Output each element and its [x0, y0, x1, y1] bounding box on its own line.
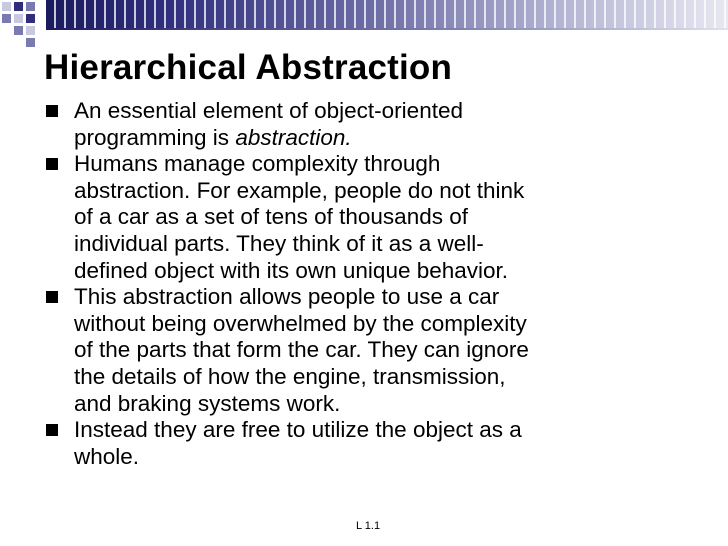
slide-title: Hierarchical Abstraction [44, 48, 453, 87]
decorative-square [14, 14, 23, 23]
decorative-square [26, 38, 35, 47]
bullet-text: whole. [74, 443, 140, 469]
bullet-text: abstraction. For example, people do not think [74, 177, 525, 203]
bullet-line [74, 391, 686, 418]
square-bullet-icon [46, 105, 58, 117]
decorative-square [2, 2, 11, 11]
bullet-text: defined object with its own unique behavior. [74, 257, 509, 283]
decorative-square [26, 14, 35, 23]
bullet-line [74, 311, 686, 338]
bullet-line [74, 231, 686, 258]
bullet-line [74, 204, 686, 231]
bullet-line [74, 258, 686, 285]
top-decorative-band [46, 0, 728, 28]
bullet-line [74, 284, 686, 311]
bullet-emphasis: abstraction. [235, 124, 352, 150]
bullet-text: An essential element of object-oriented [74, 98, 463, 123]
bullet-item [46, 284, 686, 417]
bullet-list [46, 98, 686, 470]
decorative-square [26, 2, 35, 11]
square-bullet-icon [46, 424, 58, 436]
bullet-line [74, 444, 686, 471]
square-bullet-icon [46, 291, 58, 303]
bullet-text: This abstraction allows people to use a car [74, 284, 500, 310]
decorative-square [26, 26, 35, 35]
decorative-squares [0, 0, 46, 50]
bullet-line [74, 98, 686, 125]
top-divider [46, 28, 728, 30]
bullet-text: the details of how the engine, transmission, [74, 363, 506, 389]
bullet-line [74, 364, 686, 391]
decorative-square [2, 14, 11, 23]
square-bullet-icon [46, 158, 58, 170]
slide-footer: L 1.1 [356, 520, 381, 532]
bullet-text: individual parts. They think of it as a well- [74, 230, 484, 256]
bullet-text: Instead they are free to utilize the object as a [74, 417, 522, 443]
bullet-line [74, 125, 686, 152]
bullet-text: Humans manage complexity through [74, 151, 441, 177]
bullet-text: without being overwhelmed by the complexity [74, 310, 527, 336]
bullet-item [46, 151, 686, 284]
bullet-text: programming is [74, 124, 236, 150]
decorative-square [14, 2, 23, 11]
bullet-item [46, 98, 686, 151]
decorative-square [14, 26, 23, 35]
bullet-line [74, 178, 686, 205]
bullet-line [74, 417, 686, 444]
bullet-line [74, 337, 686, 364]
bullet-item [46, 417, 686, 470]
bullet-text: and braking systems work. [74, 390, 341, 416]
bullet-text: of a car as a set of tens of thousands of [74, 204, 468, 230]
bullet-text: of the parts that form the car. They can ignore [74, 337, 529, 363]
bullet-line [74, 151, 686, 178]
